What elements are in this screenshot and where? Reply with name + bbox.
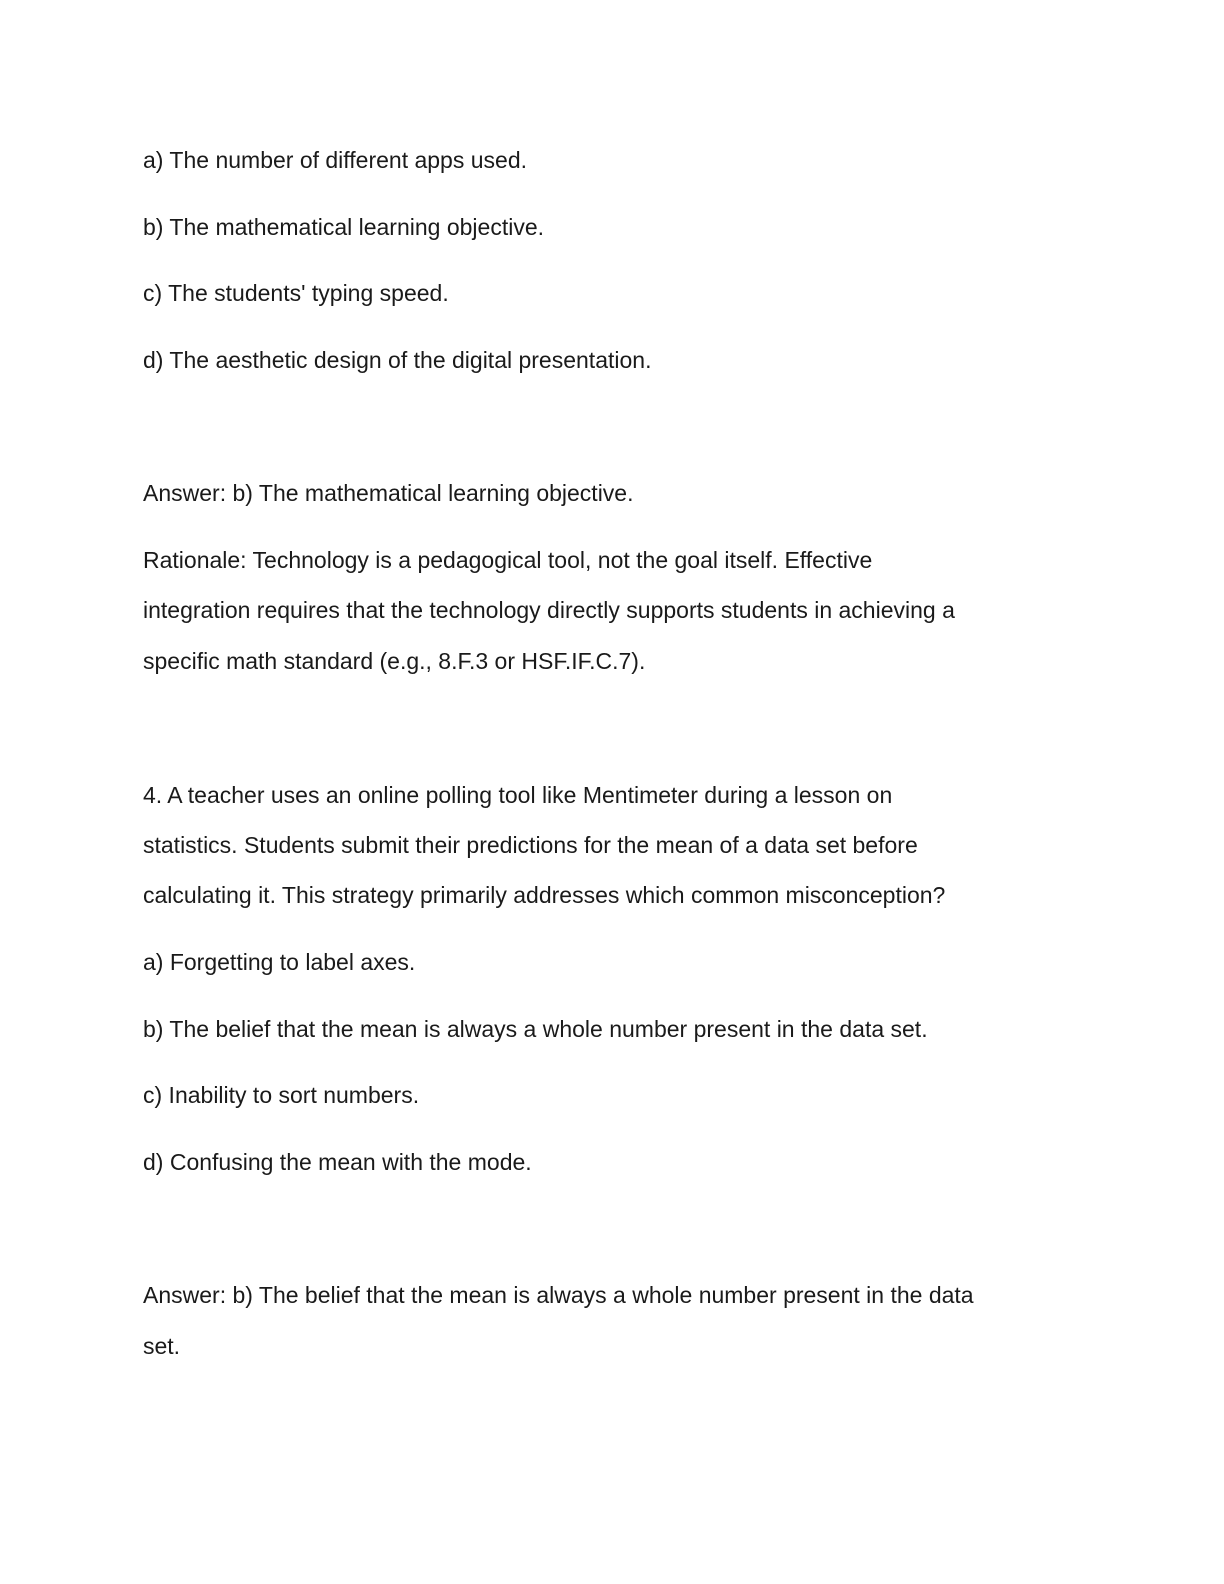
q4-option-b: b) The belief that the mean is always a whole number present in the data set. — [143, 1016, 928, 1042]
q4-option-d: d) Confusing the mean with the mode. — [143, 1149, 532, 1175]
q3-option-b: b) The mathematical learning objective. — [143, 214, 545, 240]
q4-answer-line-2: set. — [143, 1333, 181, 1359]
q3-answer: Answer: b) The mathematical learning objective. — [143, 480, 634, 506]
q4-question-line-2: statistics. Students submit their predictions for the mean of a data set before — [143, 832, 918, 858]
q4-question-line-1: 4. A teacher uses an online polling tool like Mentimeter during a lesson on — [143, 782, 893, 808]
q3-rationale-line-1: Rationale: Technology is a pedagogical tool, not the goal itself. Effective — [143, 547, 873, 573]
q4-question-line-3: calculating it. This strategy primarily addresses which common misconception? — [143, 882, 946, 908]
q3-rationale-line-3: specific math standard (e.g., 8.F.3 or HSF.IF.C.7). — [143, 648, 646, 674]
q3-option-d: d) The aesthetic design of the digital presentation. — [143, 347, 652, 373]
q4-option-c: c) Inability to sort numbers. — [143, 1082, 420, 1108]
q4-answer-line-1: Answer: b) The belief that the mean is always a whole number present in the data — [143, 1282, 974, 1308]
q4-option-a: a) Forgetting to label axes. — [143, 949, 416, 975]
q3-rationale-line-2: integration requires that the technology directly supports students in achieving a — [143, 597, 955, 623]
q3-option-a: a) The number of different apps used. — [143, 147, 528, 173]
q3-option-c: c) The students' typing speed. — [143, 280, 449, 306]
